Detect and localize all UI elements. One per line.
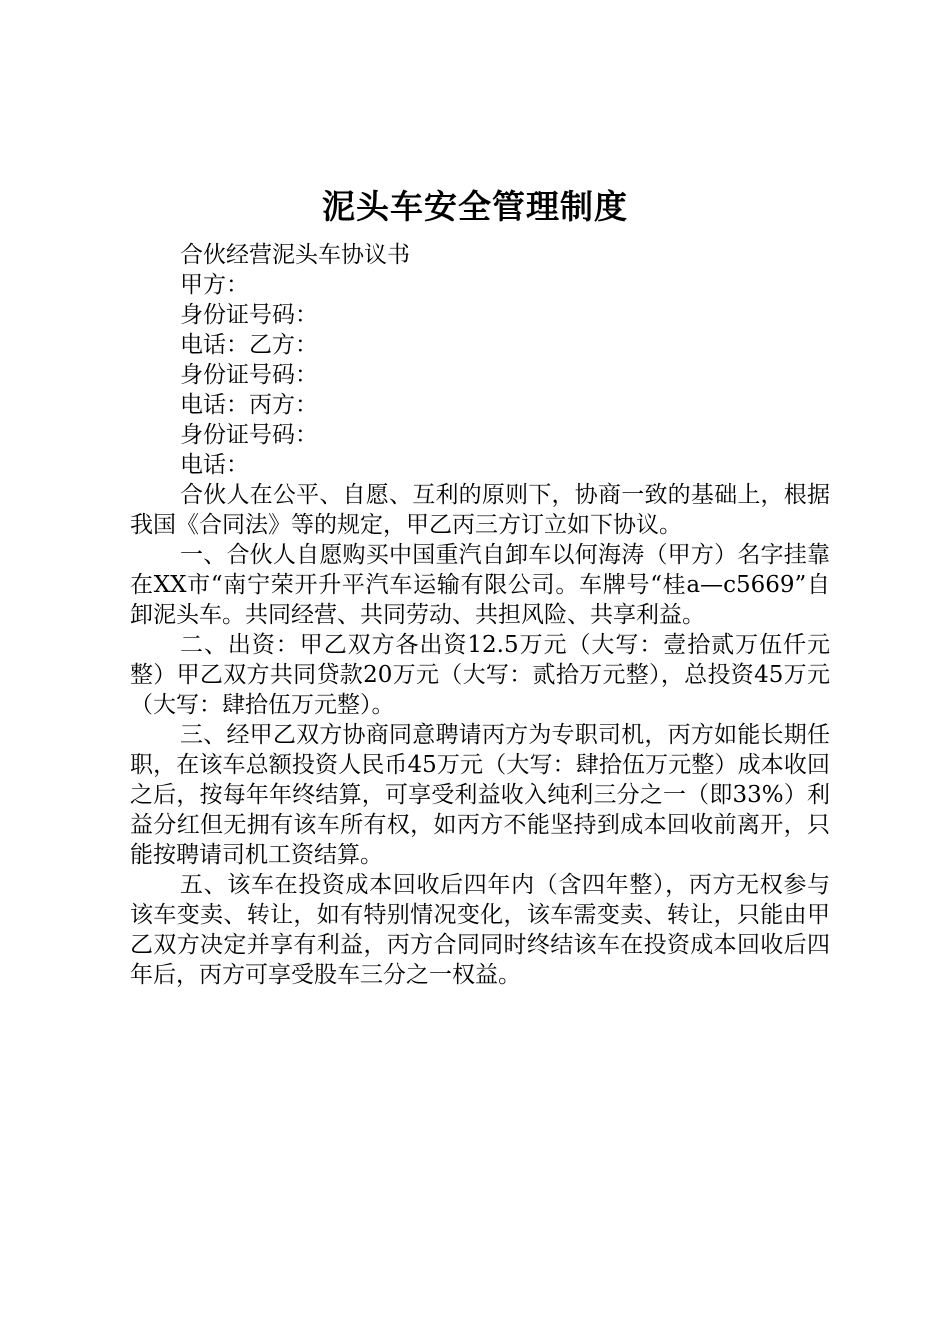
party-a-id-label: 身份证号码： — [180, 302, 318, 328]
party-c-id-label: 身份证号码： — [180, 422, 318, 448]
party-a-phone-party-b-label: 电话：乙方： — [180, 332, 318, 358]
clause-5-paragraph: 五、该车在投资成本回收后四年内（含四年整），丙方无权参与该车变卖、转让，如有特别情况变化，该车需变卖、转让，只能由甲乙双方决定并享有利益，丙方合同同时终结该车在投资成本回收后四年后，丙方可享受股车三分之一权益。 — [130, 872, 830, 988]
document-title: 泥头车安全管理制度 — [322, 187, 628, 226]
party-b-id-label: 身份证号码： — [180, 362, 318, 388]
clause-1-paragraph: 一、合伙人自愿购买中国重汽自卸车以何海涛（甲方）名字挂靠在XX市“南宁荣开升平汽车运输有限公司。车牌号“桂a—c5669”自卸泥头车。共同经营、共同劳动、共担风险、共享利益。 — [130, 542, 830, 628]
party-b-phone-party-c-label: 电话：丙方： — [180, 392, 318, 418]
document-body — [130, 240, 830, 990]
clause-2-paragraph: 二、出资：甲乙双方各出资12.5万元（大写：壹拾贰万伍仟元整）甲乙双方共同贷款20万元（大写：贰拾万元整），总投资45万元（大写：肆拾伍万元整）。 — [130, 632, 830, 718]
preamble-paragraph: 合伙人在公平、自愿、互利的原则下，协商一致的基础上，根据我国《合同法》等的规定，甲乙丙三方订立如下协议。 — [130, 482, 830, 538]
party-c-phone-label: 电话： — [180, 452, 249, 478]
party-a-label: 甲方： — [180, 272, 249, 298]
clause-3-paragraph: 三、经甲乙双方协商同意聘请丙方为专职司机，丙方如能长期任职，在该车总额投资人民币45万元（大写：肆拾伍万元整）成本收回之后，按每年年终结算，可享受利益收入纯利三分之一（即33%）利益分红但无拥有该车所有权，如丙方不能坚持到成本回收前离开，只能按聘请司机工资结算。 — [130, 722, 830, 868]
agreement-heading: 合伙经营泥头车协议书 — [180, 242, 410, 268]
